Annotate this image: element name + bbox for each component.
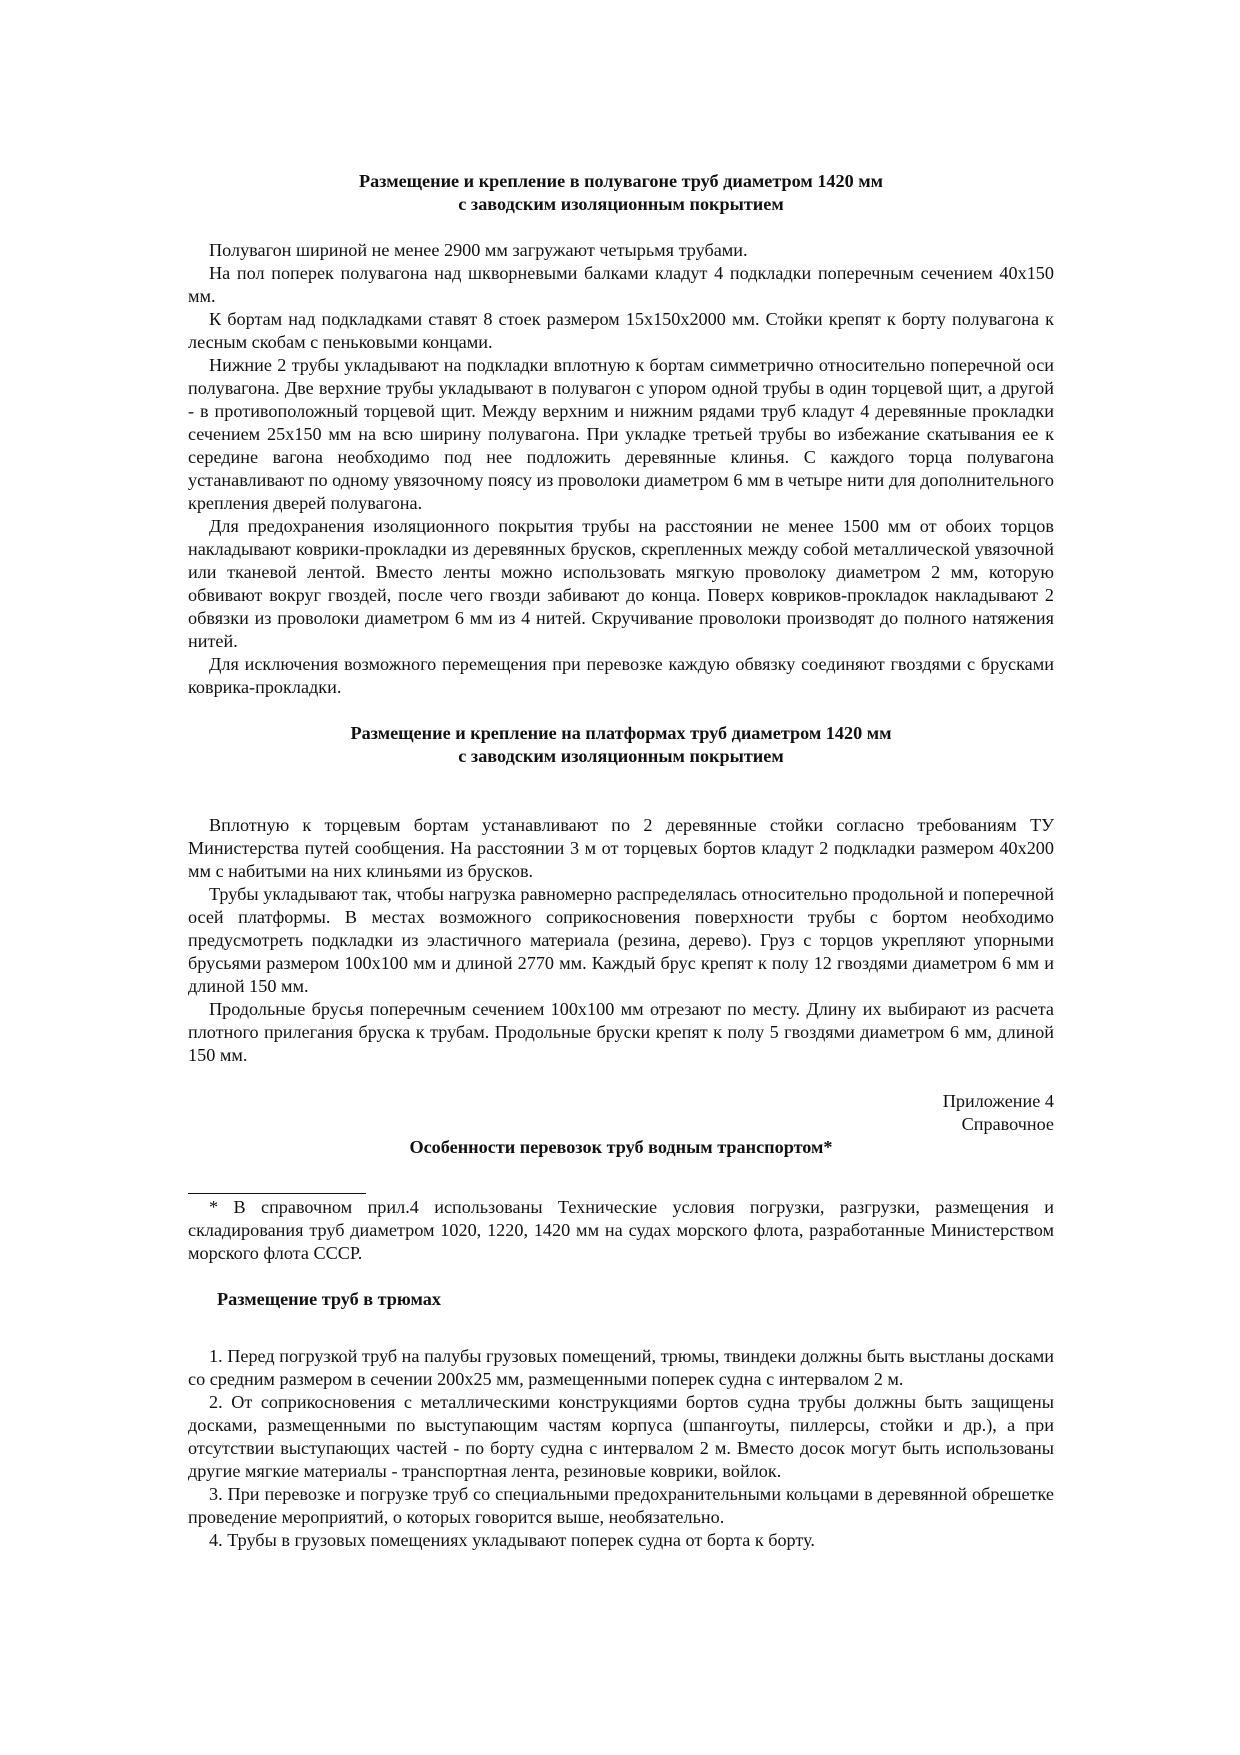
section3-item: 4. Трубы в грузовых помещениях укладывают поперек судна от борта к борту. <box>209 1530 815 1550</box>
section3-item: 3. При перевозке и погрузке труб со специальными предохранительными кольцами в деревянной обрешетке проведение мероприятий, о которых говорится выше, необязательно. <box>188 1484 1054 1527</box>
section3-item: 1. Перед погрузкой труб на палубы грузовых помещений, трюмы, твиндеки должны быть выстланы досками со средним размером в сечении 200х25 мм, размещенными поперек судна с интервалом 2 м. <box>188 1346 1054 1389</box>
footnote-text: * В справочном прил.4 использованы Технические условия погрузки, разгрузки, размещения и складирования труб диаметром 1020, 1220, 1420 мм на судах морского флота, разработанные Министерством морского флота СССР. <box>188 1197 1054 1263</box>
footnote-separator <box>188 1193 366 1194</box>
section1-paragraph: Для предохранения изоляционного покрытия трубы на расстоянии не менее 1500 мм от обоих торцов накладывают коврики-прокладки из деревянных брусков, скрепленных между собой металлической увязочной или тканевой лентой. Вместо ленты можно использовать мягкую проволоку диаметром 2 мм, которую обвивают вокруг гвоздей, после чего гвозди забивают до конца. Поверх ковриков-прокладок накладывают 2 обвязки из проволоки диаметром 6 мм из 4 нитей. Скручивание проволоки производят до полного натяжения нитей. <box>188 516 1054 651</box>
appendix-kind: Справочное <box>961 1114 1054 1134</box>
section3-title: Размещение труб в трюмах <box>217 1289 441 1309</box>
section3-item: 2. От соприкосновения с металлическими конструкциями бортов судна трубы должны быть защищены досками, размещенными по выступающим частям корпуса (шпангоуты, пиллерсы, стойки и др.), а при отсутствии выступающих частей - по борту судна с интервалом 2 м. Вместо досок могут быть использованы другие мягкие материалы - транспортная лента, резиновые коврики, войлок. <box>188 1392 1054 1481</box>
section2-title-line1: Размещение и крепление на платформах труб диаметром 1420 мм <box>350 723 892 743</box>
appendix-title: Особенности перевозок труб водным транспортом* <box>409 1137 833 1157</box>
section1-paragraph: Нижние 2 трубы укладывают на подкладки вплотную к бортам симметрично относительно поперечной оси полувагона. Две верхние трубы укладывают в полувагон с упором одной трубы в один торцевой щит, а другой - в противоположный торцевой щит. Между верхним и нижним рядами труб кладут 4 деревянные прокладки сечением 25х150 мм на всю ширину полувагона. При укладке третьей трубы во избежание скатывания ее к середине вагона необходимо под нее подложить деревянные клинья. С каждого торца полувагона устанавливают по одному увязочному поясу из проволоки диаметром 6 мм в четыре нити для дополнительного крепления дверей полувагона. <box>188 355 1054 513</box>
section1-paragraph: Полувагон шириной не менее 2900 мм загружают четырьмя трубами. <box>209 240 748 260</box>
section2-title <box>188 722 1054 768</box>
section1-paragraph: На пол поперек полувагона над шкворневыми балками кладут 4 подкладки поперечным сечением 40х150 мм. <box>188 263 1054 306</box>
section1-title-line1: Размещение и крепление в полувагоне труб диаметром 1420 мм <box>358 171 884 191</box>
section2-paragraph: Вплотную к торцевым бортам устанавливают по 2 деревянные стойки согласно требованиям ТУ Министерства путей сообщения. На расстоянии 3 м от торцевых бортов кладут 2 подкладки размером 40х200 мм с набитыми на них клиньями из брусков. <box>188 815 1054 881</box>
section1-title-line2: с заводским изоляционным покрытием <box>458 194 784 214</box>
document-page <box>188 170 1054 1552</box>
section2-title-line2: с заводским изоляционным покрытием <box>458 746 784 766</box>
appendix-label: Приложение 4 <box>942 1091 1054 1111</box>
section1-paragraph: К бортам над подкладками ставят 8 стоек размером 15х150х2000 мм. Стойки крепят к борту полувагона к лесным скобам с пеньковыми концами. <box>188 309 1054 352</box>
section1-paragraph: Для исключения возможного перемещения при перевозке каждую обвязку соединяют гвоздями с брусками коврика-прокладки. <box>188 654 1054 697</box>
section2-paragraph: Продольные брусья поперечным сечением 100х100 мм отрезают по месту. Длину их выбирают из расчета плотного прилегания бруска к трубам. Продольные бруски крепят к полу 5 гвоздями диаметром 6 мм, длиной 150 мм. <box>188 999 1054 1065</box>
section2-paragraph: Трубы укладывают так, чтобы нагрузка равномерно распределялась относительно продольной и поперечной осей платформы. В местах возможного соприкосновения поверхности трубы с бортом необходимо предусмотреть подкладки из эластичного материала (резина, дерево). Груз с торцов укрепляют упорными брусьями размером 100х100 мм и длиной 2770 мм. Каждый брус крепят к полу 12 гвоздями диаметром 6 мм и длиной 150 мм. <box>188 884 1054 996</box>
section1-title <box>188 170 1054 216</box>
